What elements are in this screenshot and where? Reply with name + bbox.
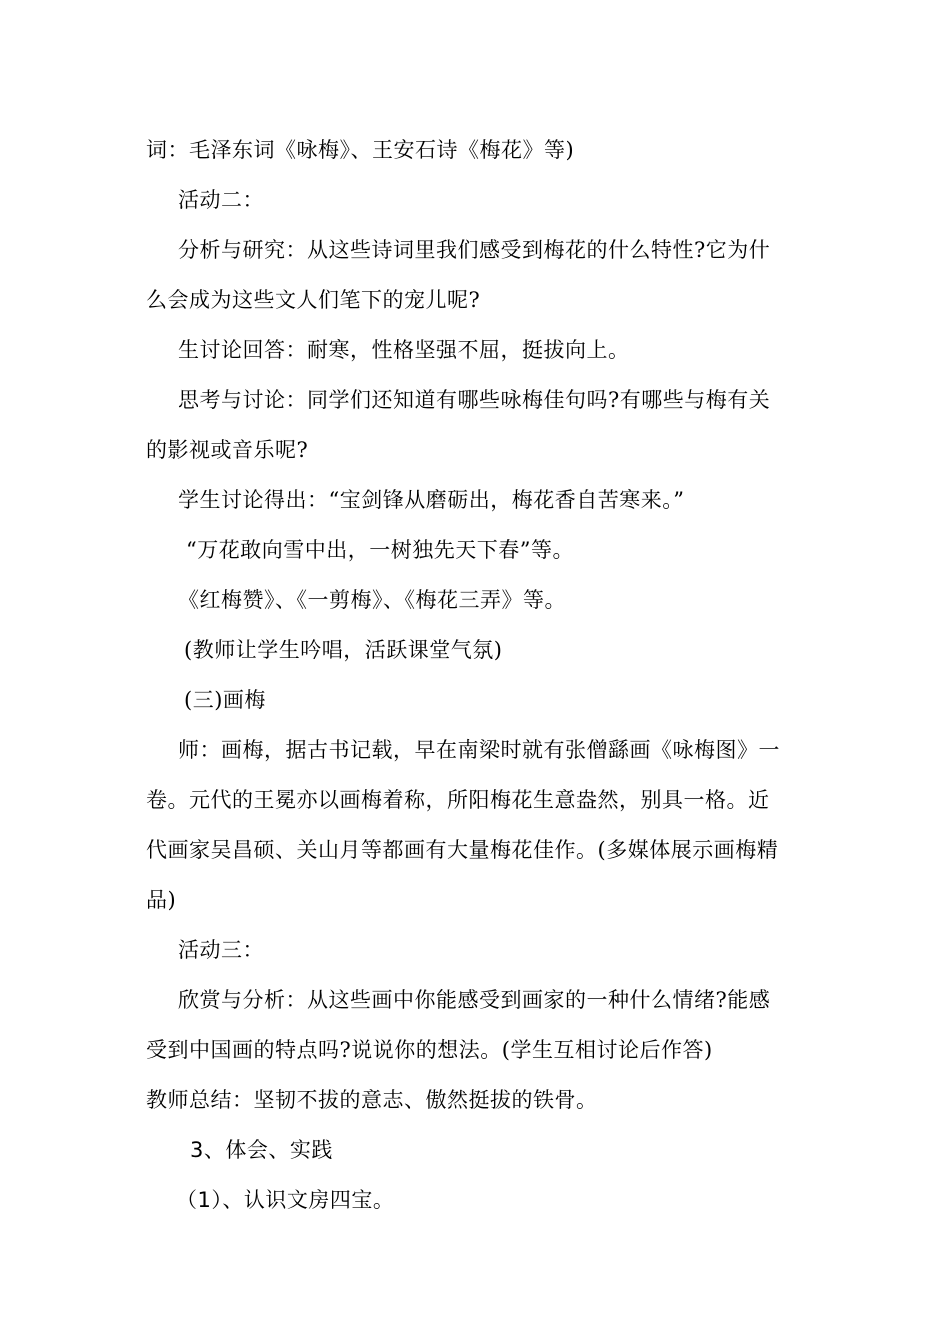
text-line: 品) <box>146 888 177 912</box>
text-line: 词：毛泽东词《咏梅》、王安石诗《梅花》等) <box>146 138 575 162</box>
text-line: 欣赏与分析：从这些画中你能感受到画家的一种什么情绪?能感 <box>178 988 771 1012</box>
text-line: （1）、认识文房四宝。 <box>176 1188 395 1212</box>
text-line: 生讨论回答：耐寒，性格坚强不屈，挺拔向上。 <box>178 338 630 362</box>
text-line: 活动三： <box>178 938 264 962</box>
section-heading: (三)画梅 <box>184 688 266 712</box>
text-line: 么会成为这些文人们笔下的宠儿呢? <box>146 288 481 312</box>
text-line: 的影视或音乐呢? <box>146 438 309 462</box>
text-line: 教师总结：坚韧不拔的意志、傲然挺拔的铁骨。 <box>146 1088 598 1112</box>
text-line: “万花敢向雪中出，一树独先天下春”等。 <box>186 538 574 562</box>
section-heading: 3、体会、实践 <box>190 1138 333 1162</box>
text-line: 受到中国画的特点吗?说说你的想法。(学生互相讨论后作答) <box>146 1038 713 1062</box>
text-line: 思考与讨论：同学们还知道有哪些咏梅佳句吗?有哪些与梅有关 <box>178 388 771 412</box>
text-line: 《红梅赞》、《一剪梅》、《梅花三弄》等。 <box>178 588 566 612</box>
text-line: 卷。元代的王冕亦以画梅着称，所阳梅花生意盎然，别具一格。近 <box>146 788 770 812</box>
text-line: 学生讨论得出：“宝剑锋从磨砺出，梅花香自苦寒来。” <box>178 488 685 512</box>
text-line: 分析与研究：从这些诗词里我们感受到梅花的什么特性?它为什 <box>178 238 771 262</box>
text-line: (教师让学生吟唱，活跃课堂气氛) <box>184 638 503 662</box>
text-line: 师：画梅，据古书记载，早在南梁时就有张僧繇画《咏梅图》一 <box>178 738 780 762</box>
text-line: 代画家吴昌硕、关山月等都画有大量梅花佳作。(多媒体展示画梅精 <box>146 838 779 862</box>
text-line: 活动二： <box>178 188 264 212</box>
